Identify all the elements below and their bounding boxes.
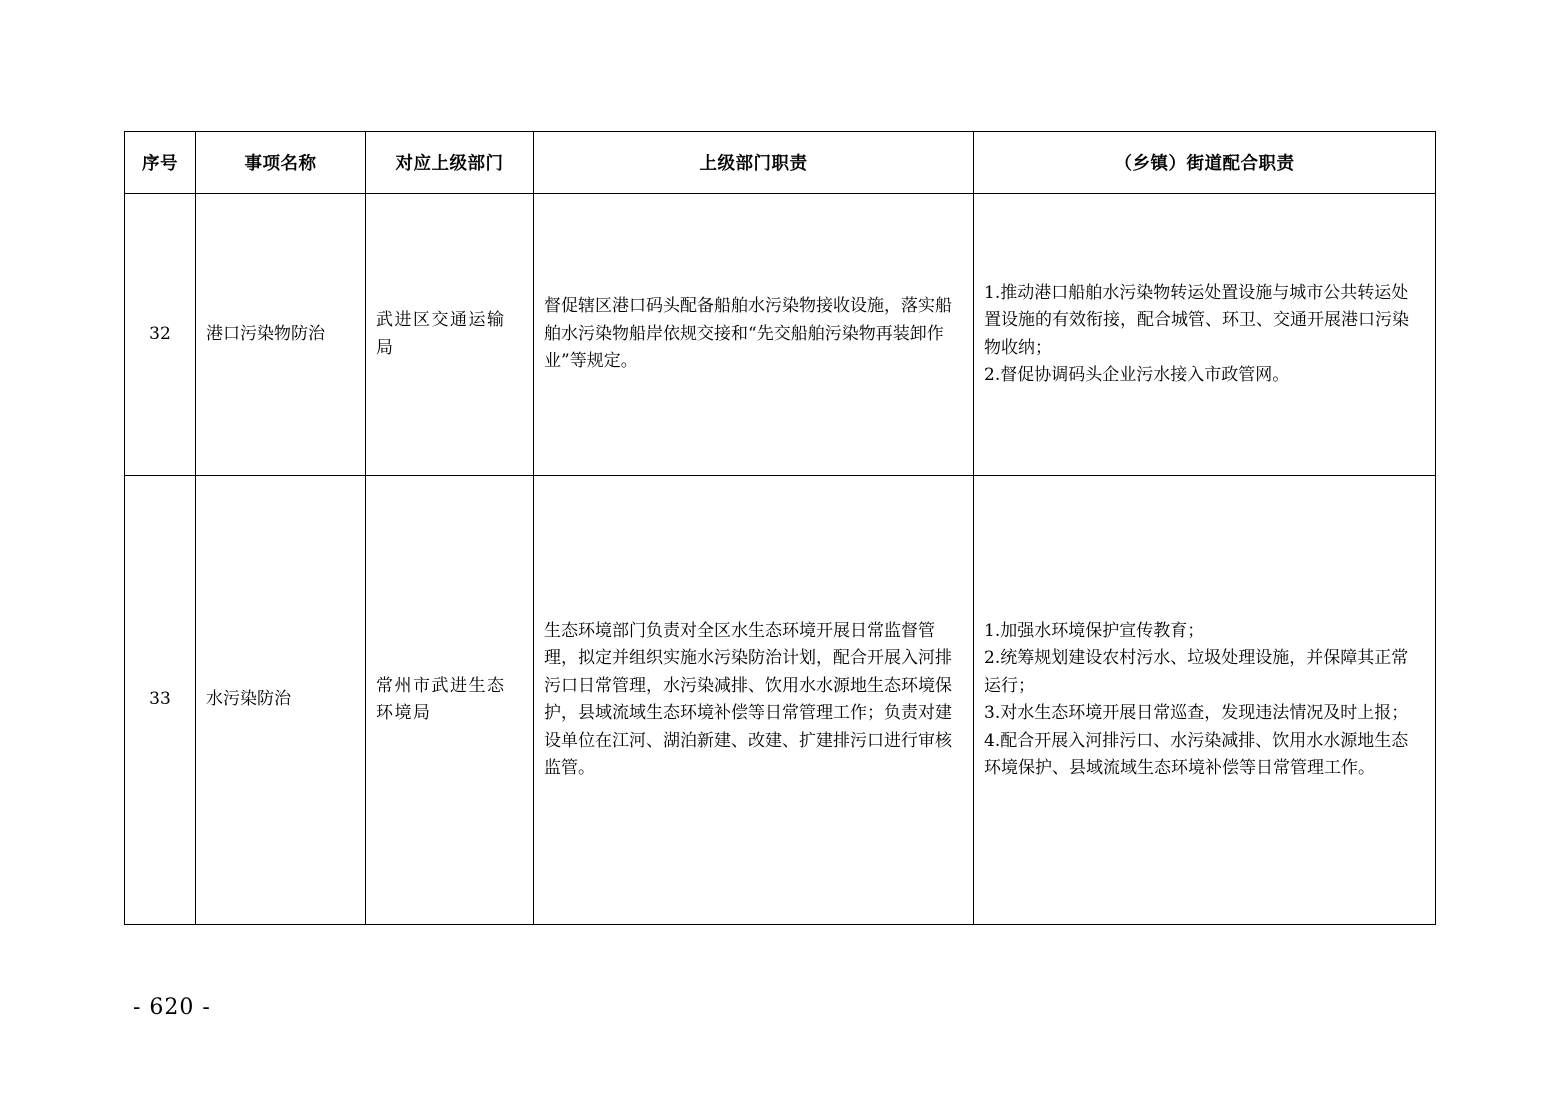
table-header-row	[125, 132, 1436, 194]
table-row	[125, 194, 1436, 476]
header-serial-number: 序号	[125, 132, 196, 194]
duty-table	[124, 131, 1436, 925]
superior-department-cell: 常州市武进生态环境局	[366, 476, 534, 925]
header-superior-department: 对应上级部门	[366, 132, 534, 194]
item-name-cell: 港口污染物防治	[196, 194, 366, 476]
cooperation-duty-item: 2.督促协调码头企业污水接入市政管网。	[984, 365, 1290, 385]
cooperation-duty-item: 4.配合开展入河排污口、水污染减排、饮用水水源地生态环境保护、县域流域生态环境补偿等日常管理工作。	[984, 730, 1409, 778]
page-number: - 620 -	[133, 995, 211, 1020]
serial-number-cell: 32	[125, 194, 196, 476]
item-name-cell: 水污染防治	[196, 476, 366, 925]
cooperation-duty-cell	[974, 194, 1436, 476]
department-duty-cell: 生态环境部门负责对全区水生态环境开展日常监督管理，拟定并组织实施水污染防治计划，配合开展入河排污口日常管理，水污染减排、饮用水水源地生态环境保护，县域流域生态环境补偿等日常管理工作；负责对建设单位在江河、湖泊新建、改建、扩建排污口进行审核监管。	[534, 476, 974, 925]
header-item-name: 事项名称	[196, 132, 366, 194]
header-department-duty: 上级部门职责	[534, 132, 974, 194]
table-row	[125, 476, 1436, 925]
header-street-cooperation-duty: （乡镇）街道配合职责	[974, 132, 1436, 194]
serial-number-cell: 33	[125, 476, 196, 925]
superior-department-cell: 武进区交通运输局	[366, 194, 534, 476]
cooperation-duty-item: 2.统筹规划建设农村污水、垃圾处理设施，并保障其正常运行；	[984, 648, 1409, 696]
department-duty-cell: 督促辖区港口码头配备船舶水污染物接收设施，落实船舶水污染物船岸依规交接和“先交船舶污染物再装卸作业”等规定。	[534, 194, 974, 476]
cooperation-duty-item: 3.对水生态环境开展日常巡查，发现违法情况及时上报；	[984, 703, 1409, 723]
cooperation-duty-cell	[974, 476, 1436, 925]
cooperation-duty-item: 1.推动港口船舶水污染物转运处置设施与城市公共转运处置设施的有效衔接，配合城管、环卫、交通开展港口污染物收纳；	[984, 282, 1409, 358]
cooperation-duty-item: 1.加强水环境保护宣传教育；	[984, 620, 1205, 641]
